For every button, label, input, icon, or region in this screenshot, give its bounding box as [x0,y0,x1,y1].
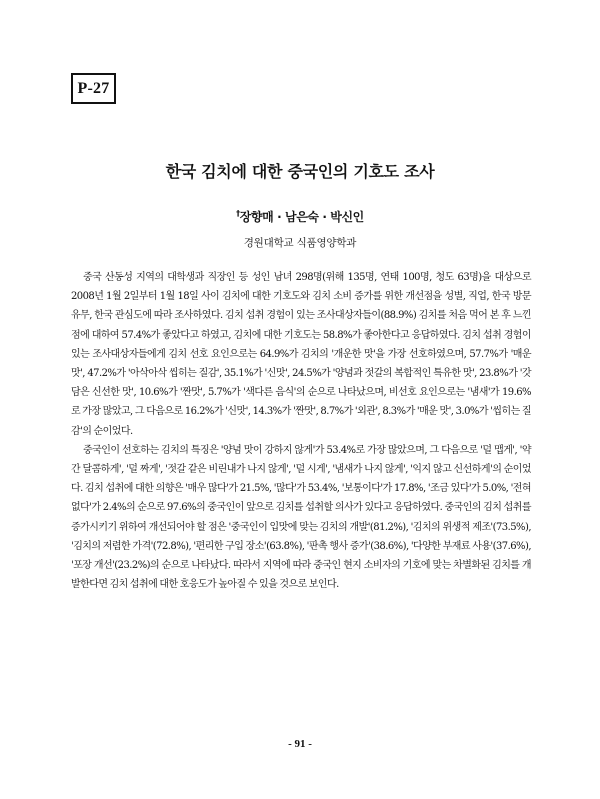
abstract-body [71,268,531,594]
paper-title: 한국 김치에 대한 중국인의 기호도 조사 [165,162,435,181]
poster-code: P-27 [77,79,110,97]
abstract-paragraph-1: 중국 산동성 지역의 대학생과 직장인 등 성인 남녀 298명(위해 135명, 연태 100명, 청도 63명)을 대상으로 2008년 1월 2일부터 1월 18일 사이 김치에 대한 기호도와 김치 소비 증가를 위한 개선점을 성별, 직업, 한국 방문 유무, 한국 관심도에 따라 조사하였다. 김치 섭취 경험이 있는 조사대상자들이(88.9%) 김치를 처음 먹어 본 후 느낀 점에 대하여 57.4%가 좋았다고 하였고, 김치에 대한 기호도는 58.8%가 좋아한다고 응답하였다. 김치 섭취 경험이 있는 조사대상자들에게 김치 선호 요인으로는 64.9%가 김치의 '개운한 맛'을 가장 선호하였으며, 57.7%가 '매운 맛', 47.2%가 '아삭아삭 씹히는 질감', 35.1%가 '신맛', 24.5%가 '양념과 젓갈의 복합적인 특유한 맛', 23.8%가 '갓 담은 신선한 맛', 10.6%가 '짠맛', 5.7%가 '색다른 음식'의 순으로 나타났으며, 비선호 요인으로는 '냄새'가 19.6%로 가장 많았고, 그 다음으로 16.2%가 '신맛', 14.3%가 '짠맛', 8.7%가 '외관', 8.3%가 '매운 맛', 3.0%가 '씹히는 질감'의 순이었다. [71,272,531,437]
corresponding-author-mark: † [236,209,240,218]
poster-code-box [71,73,116,104]
affiliation: 경원대학교 식품영양학과 [243,237,357,249]
author-line [0,208,600,225]
page-number: - 91 - [288,738,312,750]
authors: 장향매 · 남은숙 · 박신인 [239,210,364,224]
abstract-paragraph-2: 중국인이 선호하는 김치의 특징은 '양념 맛이 강하지 않게'가 53.4%로 가장 많았으며, 그 다음으로 '덜 맵게', '약간 달콤하게', '덜 짜게', '젓갈 같은 비린내가 나지 않게', '덜 시게', '냄새가 나지 않게', '익지 않고 신선하게'의 순이었다. 김치 섭취에 대한 의향은 '매우 많다'가 21.5%, '많다'가 53.4%, '보통이다'가 17.8%, '조금 있다'가 5.0%, '전혀 없다'가 2.4%의 순으로 97.6%의 중국인이 앞으로 김치를 섭취할 의사가 있다고 응답하였다. 중국인의 김치 섭취를 증가시키기 위하여 개선되어야 할 점은 '중국인이 입맛에 맞는 김치의 개발'(81.2%), '김치의 위생적 제조'(73.5%), '김치의 저렴한 가격'(72.8%), '편리한 구입 장소'(63.8%), '판촉 행사 증가'(38.6%), '다양한 부재료 사용'(37.6%), '포장 개선'(23.2%)의 순으로 나타났다. 따라서 지역에 따라 중국인 현지 소비자의 기호에 맞는 차별화된 김치를 개발한다면 김치 섭취에 대한 호응도가 높아질 수 있을 것으로 보인다. [71,444,531,591]
